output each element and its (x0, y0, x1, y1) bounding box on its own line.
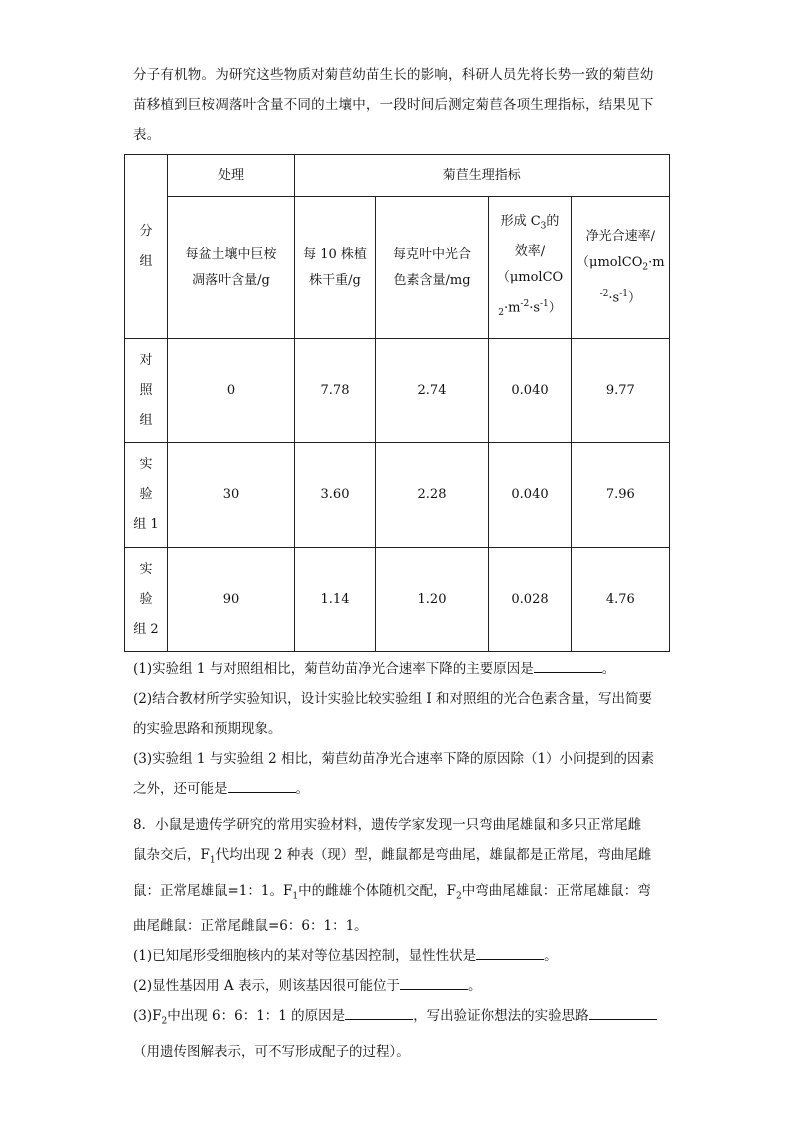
question-8-stem: 鼠杂交后，$F_1$代均出现 2 种表（现）型，雌鼠都是弯曲尾，雄鼠都是正常尾，弯曲尾雌 (133, 847, 652, 866)
question-8-1: (1)已知尾形受细胞核内的某对等位基因控制，显性性状是 。 (133, 941, 678, 971)
answer-blank[interactable] (400, 973, 468, 990)
data-table (124, 154, 670, 652)
intro-line: 表。 (133, 127, 161, 143)
group-header: 分 组 (125, 155, 168, 339)
intro-paragraph (133, 60, 668, 150)
question-8-stem: 曲尾雌鼠：正常尾雌鼠=6：6：1：1。 (133, 918, 368, 935)
group-cell: 实 验 组 1 (125, 443, 168, 548)
table-row (125, 548, 670, 652)
c3-cell: 0.040 (489, 443, 572, 548)
question-7-3-cont: 之外，还可能是 。 (133, 774, 678, 804)
dryweight-cell: 1.14 (295, 548, 376, 652)
question-8-3: $(3)F_2$中出现 6：6：1：1 的原因是 ，写出验证你想法的实验思路 (133, 1001, 678, 1037)
dryweight-cell: 7.78 (295, 339, 376, 443)
question-8 (133, 810, 678, 1067)
question-7-2-cont: 的实验思路和预期现象。 (133, 721, 282, 737)
pigment-header: 每克叶中光合 色素含量/mg (376, 197, 489, 339)
net-cell: 4.76 (572, 548, 670, 652)
pigment-cell: 2.74 (376, 339, 489, 443)
question-7-3: (3)实验组 1 与实验组 2 相比，菊苣幼苗净光合速率下降的原因除（1）小问提到的因素 (133, 751, 655, 767)
answer-blank[interactable] (228, 776, 296, 793)
litter-cell: 90 (168, 548, 295, 652)
c3-cell: 0.040 (489, 339, 572, 443)
dryweight-cell: 3.60 (295, 443, 376, 548)
question-7-1: (1)实验组 1 与对照组相比，菊苣幼苗净光合速率下降的主要原因是 。 (133, 654, 678, 684)
litter-cell: 0 (168, 339, 295, 443)
table-row (125, 443, 670, 548)
question-8-stem: 鼠：正常尾雄鼠=1：1。$F_1$中的雌雄个体随机交配，$F_2$中弯曲尾雄鼠：正常尾雄鼠：弯 (133, 882, 651, 902)
table-row (125, 339, 670, 443)
net-cell: 9.77 (572, 339, 670, 443)
answer-blank[interactable] (476, 943, 544, 960)
dryweight-header: 每 10 株植 株干重/g (295, 197, 376, 339)
c3-efficiency-header: 形成 $C_3$的 效率/ （μmolCO $_2\cdot m^{-2}\cdot s^{-1}$） (489, 197, 572, 339)
question-7-2: (2)结合教材所学实验知识，设计实验比较实验组 I 和对照组的光合色素含量，写出简要 (133, 691, 653, 707)
group-cell: 实 验 组 2 (125, 548, 168, 652)
litter-header: 每盆土壤中巨桉 凋落叶含量/g (168, 197, 295, 339)
pigment-cell: 2.28 (376, 443, 489, 548)
question-8-2: (2)显性基因用 A 表示，则该基因很可能位于 。 (133, 971, 678, 1001)
net-photosynthesis-header: 净光合速率/ （μmolCO$_2$·m $^{-2}\cdot s^{-1}$） (572, 197, 670, 339)
question-8-3-cont: （用遗传图解表示，可不写形成配子的过程）。 (133, 1044, 410, 1061)
answer-blank[interactable] (345, 1003, 413, 1020)
answer-blank[interactable] (534, 656, 602, 673)
intro-line: 苗移植到巨桉凋落叶含量不同的土壤中，一段时间后测定菊苣各项生理指标，结果见下 (133, 97, 654, 113)
intro-line: 分子有机物。为研究这些物质对菊苣幼苗生长的影响，科研人员先将长势一致的菊苣幼 (133, 67, 654, 83)
group-cell: 对 照 组 (125, 339, 168, 443)
litter-cell: 30 (168, 443, 295, 548)
c3-cell: 0.028 (489, 548, 572, 652)
question-8-stem: 8．小鼠是遗传学研究的常用实验材料，遗传学家发现一只弯曲尾雄鼠和多只正常尾雌 (133, 817, 642, 833)
net-cell: 7.96 (572, 443, 670, 548)
question-7-parts (133, 654, 678, 804)
treatment-header: 处理 (168, 155, 295, 197)
answer-blank[interactable] (589, 1003, 657, 1020)
indicators-header: 菊苣生理指标 (295, 155, 670, 197)
pigment-cell: 1.20 (376, 548, 489, 652)
